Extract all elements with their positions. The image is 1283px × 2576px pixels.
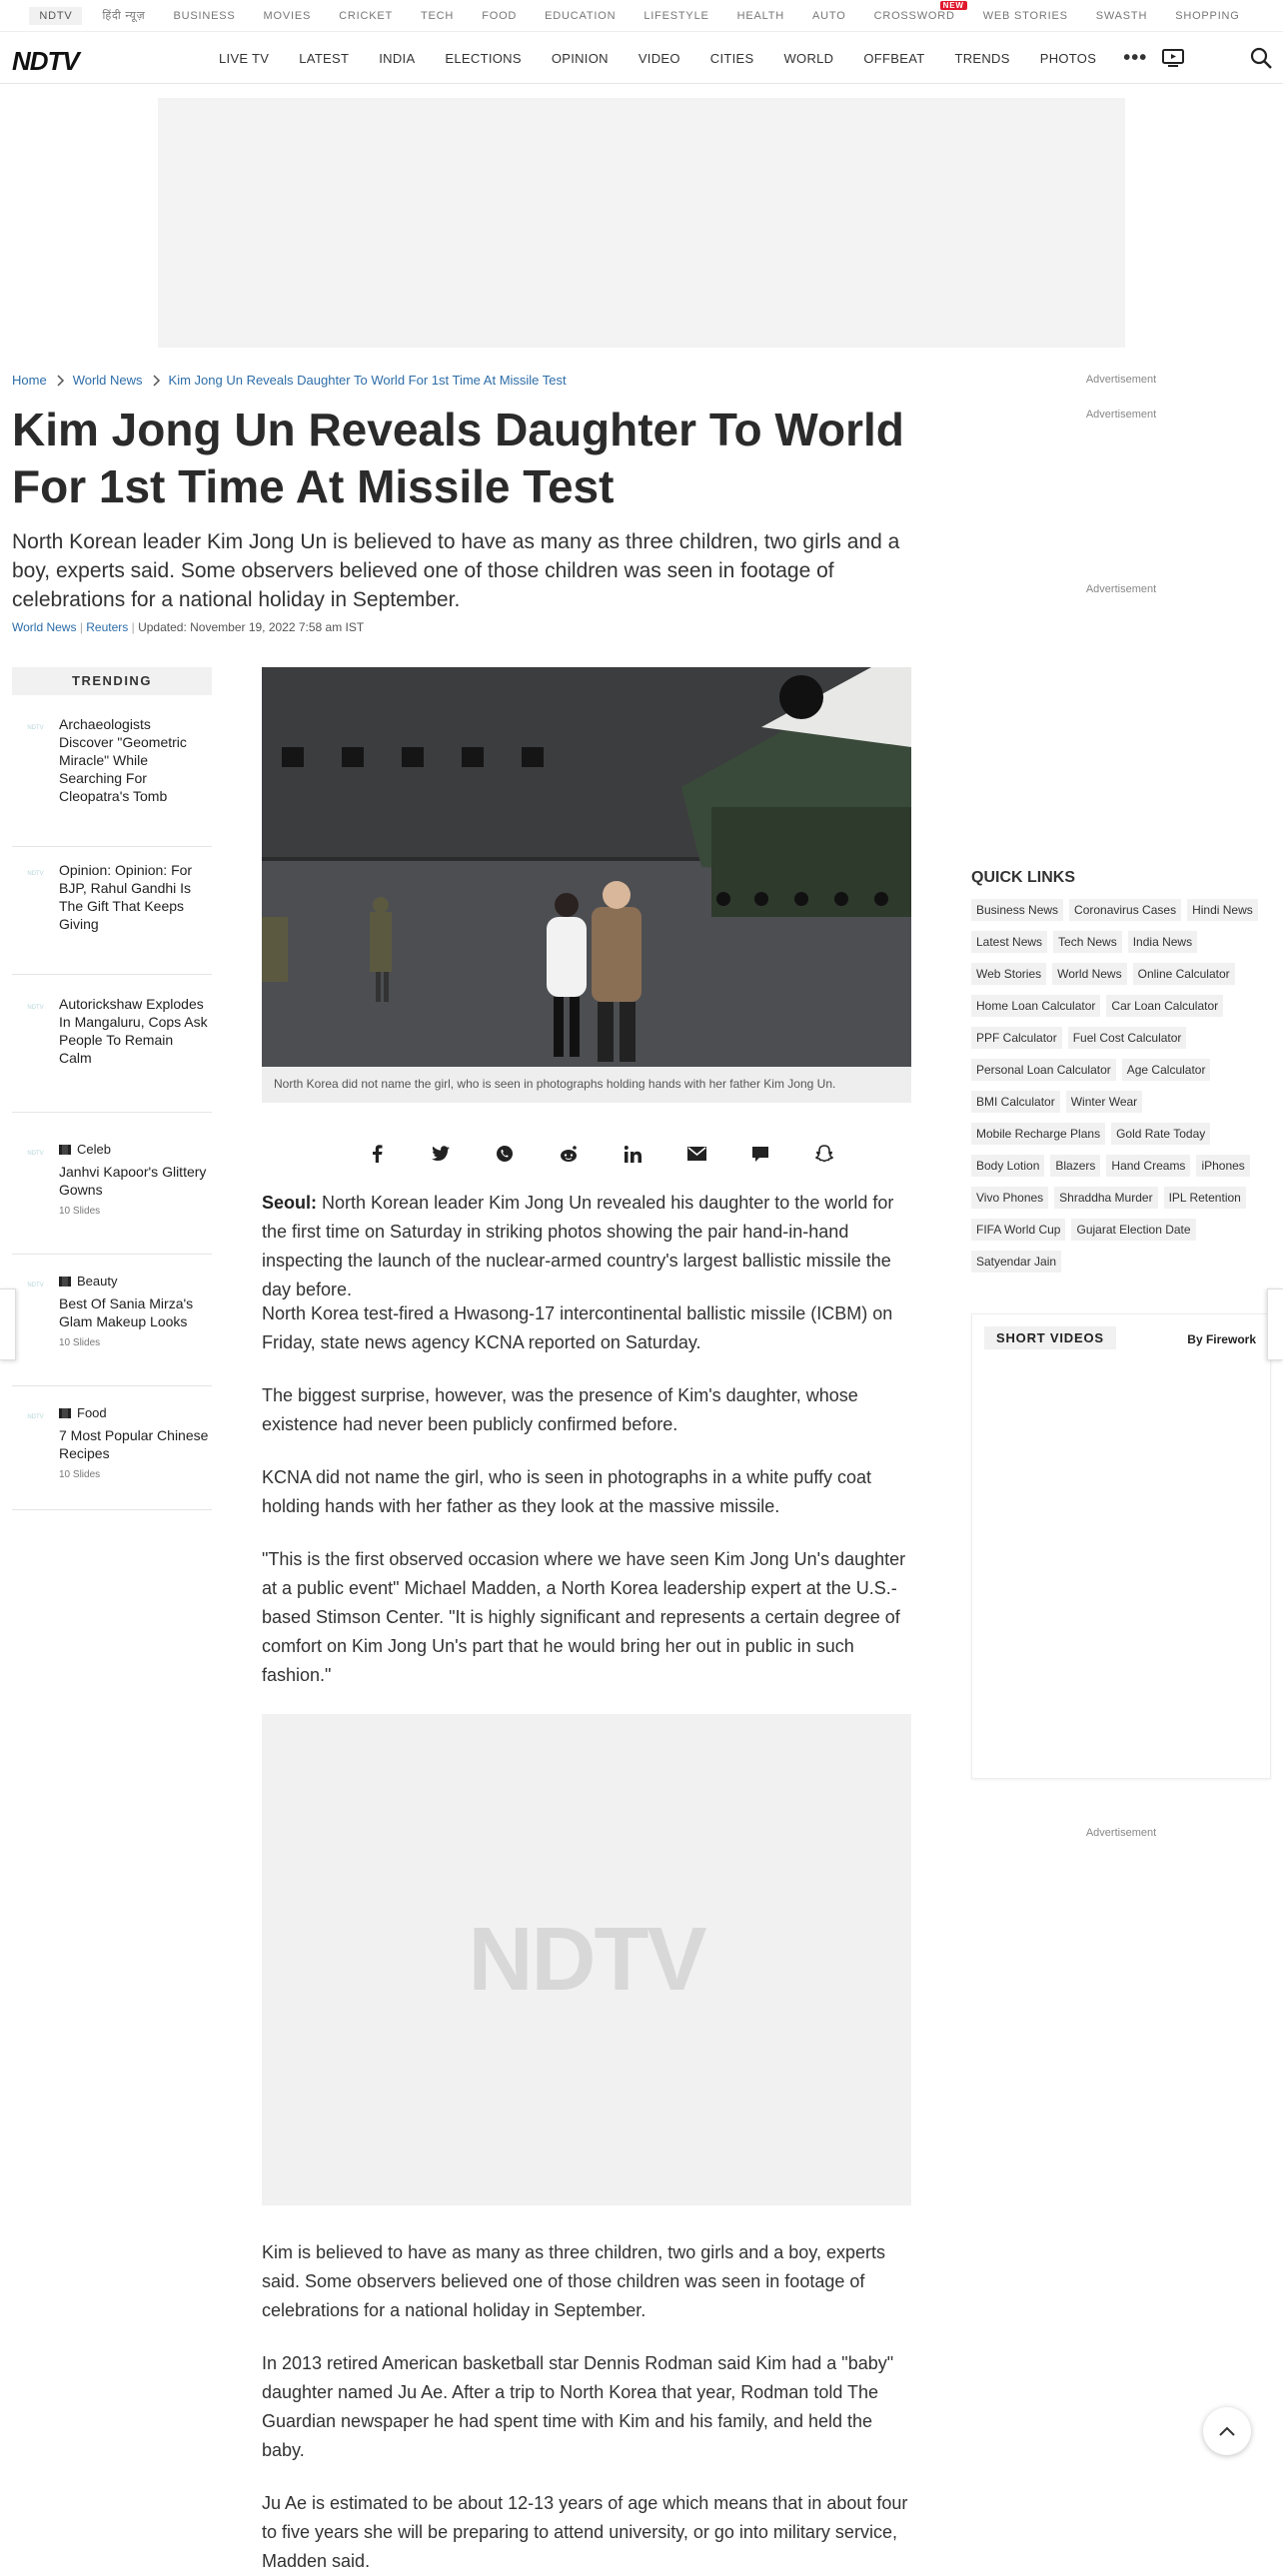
ad-label: Advertisement [1085, 409, 1157, 421]
chevron-right-icon [55, 375, 65, 387]
quick-link[interactable]: Age Calculator [1122, 1059, 1211, 1081]
twitter-icon[interactable] [409, 1140, 473, 1168]
nav-live-tv[interactable]: LIVE TV [219, 50, 270, 66]
nav-photos[interactable]: PHOTOS [1039, 50, 1097, 66]
breadcrumb-world-news[interactable]: World News [72, 373, 143, 388]
quick-links-list [971, 899, 1261, 1273]
topbar-crossword[interactable] [860, 0, 969, 22]
quick-link[interactable]: IPL Retention [1164, 1187, 1246, 1209]
search-icon[interactable] [1249, 46, 1273, 70]
article-title: Kim Jong Un Reveals Daughter To World For 1st Time At Missile Test [12, 404, 904, 512]
trending-thumb: NDTV [27, 871, 44, 877]
right-edge-tab[interactable] [1267, 1288, 1283, 1360]
left-edge-tab[interactable] [0, 1288, 16, 1360]
ad-label: Advertisement [1085, 374, 1157, 386]
breadcrumb-home[interactable]: Home [12, 373, 47, 388]
meta-updated: Updated: November 19, 2022 7:58 am IST [138, 620, 365, 634]
gallery-icon [59, 1145, 71, 1155]
nav-opinion[interactable]: OPINION [551, 50, 609, 66]
quick-link[interactable]: Winter Wear [1066, 1091, 1142, 1113]
ad-label: Advertisement [1085, 583, 1157, 595]
quick-link[interactable]: Hindi News [1187, 899, 1258, 921]
chevron-up-icon [1218, 2425, 1236, 2437]
quick-links-title: QUICK LINKS [971, 869, 1075, 886]
quick-link[interactable]: India News [1128, 931, 1197, 953]
nav-world[interactable]: WORLD [783, 50, 834, 66]
quick-link[interactable]: Hand Creams [1106, 1155, 1190, 1177]
paragraph-text: North Korean leader Kim Jong Un revealed his daughter to the world for the first time on Saturday in striking photos showing the pair hand-in-hand inspecting the launch of the nuclear-armed country's largest ballistic missile the day before. [262, 1193, 894, 1299]
article-paragraph: Kim is believed to have as many as three children, two girls and a boy, experts said. Some observers believed one of those children was seen in footage of celebrations for a national holiday in September. [262, 2242, 885, 2320]
trending-category [59, 1404, 209, 1422]
slides-count: 10 Slides [59, 1337, 101, 1348]
trending-item[interactable] [12, 995, 212, 1113]
nav-video[interactable]: VIDEO [638, 50, 680, 66]
topbar-web-stories[interactable]: WEB STORIES [982, 9, 1068, 22]
trending-title: Archaeologists Discover "Geometric Miracle" While Searching For Cleopatra's Tomb [59, 716, 187, 804]
trending-title: 7 Most Popular Chinese Recipes [59, 1427, 209, 1461]
quick-link[interactable]: Web Stories [971, 963, 1046, 985]
nav-elections[interactable]: ELECTIONS [445, 50, 522, 66]
topbar-cricket[interactable]: CRICKET [339, 9, 394, 22]
quick-link[interactable]: Mobile Recharge Plans [971, 1123, 1105, 1145]
meta-category[interactable]: World News [12, 620, 77, 634]
trending-title: Autorickshaw Explodes In Mangaluru, Cops Ask People To Remain Calm [59, 996, 208, 1066]
article-paragraph: North Korea test-fired a Hwasong-17 intercontinental ballistic missile (ICBM) on Friday, state news agency KCNA reported on Saturday. [262, 1303, 893, 1352]
hero-illustration [262, 667, 911, 1067]
quick-link[interactable]: Gujarat Election Date [1071, 1219, 1195, 1241]
comment-icon[interactable] [728, 1140, 792, 1168]
gallery-icon [59, 1277, 71, 1287]
category-label: Food [77, 1405, 107, 1420]
article-meta: World News | Reuters | Updated: November 19, 2022 7:58 am IST [12, 620, 365, 634]
quick-link[interactable]: Personal Loan Calculator [971, 1059, 1116, 1081]
quick-link[interactable]: BMI Calculator [971, 1091, 1060, 1113]
slides-count: 10 Slides [59, 1469, 101, 1480]
facebook-icon[interactable] [345, 1140, 409, 1168]
quick-link[interactable]: Home Loan Calculator [971, 995, 1100, 1017]
quick-link[interactable]: Business News [971, 899, 1063, 921]
quick-link[interactable]: Coronavirus Cases [1069, 899, 1181, 921]
more-menu-icon[interactable]: ••• [1123, 46, 1148, 69]
quick-link[interactable]: iPhones [1196, 1155, 1249, 1177]
linkedin-icon[interactable] [601, 1140, 664, 1168]
topbar-movies[interactable]: MOVIES [263, 9, 312, 22]
chevron-right-icon [151, 375, 161, 387]
email-icon[interactable] [664, 1140, 728, 1168]
trending-category [59, 1141, 209, 1159]
top-bar [0, 0, 1283, 32]
quick-link[interactable]: Gold Rate Today [1111, 1123, 1210, 1145]
whatsapp-icon[interactable] [473, 1140, 537, 1168]
quick-link[interactable]: PPF Calculator [971, 1027, 1062, 1049]
quick-link[interactable]: World News [1052, 963, 1126, 985]
quick-link[interactable]: Car Loan Calculator [1106, 995, 1223, 1017]
category-label: Beauty [77, 1274, 118, 1288]
quick-link[interactable]: Fuel Cost Calculator [1068, 1027, 1187, 1049]
ad-label: Advertisement [1085, 1827, 1157, 1839]
quick-link[interactable]: Latest News [971, 931, 1047, 953]
quick-link[interactable]: Online Calculator [1133, 963, 1235, 985]
quick-link[interactable]: Blazers [1050, 1155, 1100, 1177]
topbar-food[interactable]: FOOD [482, 9, 518, 22]
trending-item[interactable] [12, 715, 212, 847]
top-ad-slot [158, 98, 1125, 348]
topbar-education[interactable]: EDUCATION [545, 9, 617, 22]
short-videos-widget [971, 1313, 1271, 1779]
article-paragraph: Ju Ae is estimated to be about 12-13 years of age which means that in about four to five years she will be preparing to attend university, or go into military service, Madden said. [262, 2493, 908, 2571]
trending-category [59, 1273, 209, 1290]
nav-links [204, 32, 1159, 84]
trending-item[interactable] [12, 1273, 212, 1386]
slides-count: 10 Slides [59, 1206, 101, 1217]
topbar-business[interactable]: BUSINESS [173, 9, 236, 22]
quick-link[interactable]: Vivo Phones [971, 1187, 1048, 1209]
trending-item[interactable] [12, 1404, 212, 1510]
quick-link[interactable]: Satyendar Jain [971, 1251, 1061, 1273]
nav-offbeat[interactable]: OFFBEAT [863, 50, 925, 66]
ndtv-placeholder-logo: NDTV [468, 1909, 705, 2010]
article-summary: North Korean leader Kim Jong Un is believed to have as many as three children, two girls and a boy, experts said. Some observers believed one of those children was seen in footage of celebrations for a national holiday in September. [12, 530, 900, 611]
breadcrumb-current[interactable]: Kim Jong Un Reveals Daughter To World For 1st Time At Missile Test [168, 373, 567, 388]
article-paragraph: "This is the first observed occasion where we have seen Kim Jong Un's daughter at a public event" Michael Madden, a North Korea leadership expert at the U.S.-based Stimson Center. "It is highly significant and represents a certain degree of comfort on Kim Jong Un's part that he would bring her out in public in such fashion." [262, 1549, 906, 1685]
topbar-auto[interactable]: AUTO [812, 9, 846, 22]
topbar-ndtv[interactable]: NDTV [29, 7, 82, 25]
article-paragraph: KCNA did not name the girl, who is seen in photographs in a white puffy coat holding hands with her father as they look at the massive missile. [262, 1467, 872, 1516]
trending-thumb: NDTV [27, 725, 44, 731]
new-badge: NEW [940, 1, 967, 10]
share-bar [345, 1140, 856, 1168]
quick-link[interactable]: Body Lotion [971, 1155, 1044, 1177]
trending-item[interactable] [12, 1141, 212, 1255]
snapchat-icon[interactable] [792, 1140, 856, 1168]
reddit-icon[interactable] [537, 1140, 601, 1168]
live-tv-icon[interactable] [1161, 47, 1185, 69]
quick-link[interactable]: Tech News [1053, 931, 1122, 953]
trending-heading: TRENDING [12, 667, 212, 695]
gallery-icon [59, 1408, 71, 1418]
trending-item[interactable] [12, 861, 212, 975]
trending-thumb: NDTV [27, 1151, 44, 1157]
article-paragraph [262, 1189, 911, 1304]
trending-title: Best Of Sania Mirza's Glam Makeup Looks [59, 1295, 194, 1329]
meta-source[interactable]: Reuters [86, 620, 129, 634]
hero-image [262, 667, 911, 1067]
trending-thumb: NDTV [27, 1283, 44, 1288]
topbar-lifestyle[interactable]: LIFESTYLE [643, 9, 709, 22]
topbar-hindi[interactable]: हिंदी न्यूज़ [102, 10, 146, 22]
trending-title: Opinion: Opinion: For BJP, Rahul Gandhi Is The Gift That Keeps Giving [59, 862, 193, 932]
article-paragraph: In 2013 retired American basketball star Dennis Rodman said Kim had a "baby" daughter named Ju Ae. After a trip to North Korea that year, Rodman told The Guardian newspaper he had spent time with Kim and his family, and held the baby. [262, 2353, 894, 2460]
topbar-swasth[interactable]: SWASTH [1095, 9, 1148, 22]
dateline: Seoul: [262, 1193, 318, 1213]
article-paragraph: The biggest surprise, however, was the presence of Kim's daughter, whose existence had never been publicly confirmed before. [262, 1385, 858, 1434]
category-label: Celeb [77, 1142, 111, 1157]
topbar-shopping[interactable]: SHOPPING [1175, 9, 1240, 22]
breadcrumb [12, 373, 567, 388]
trending-title: Janhvi Kapoor's Glittery Gowns [59, 1164, 207, 1198]
nav-latest[interactable]: LATEST [299, 50, 350, 66]
nav-trends[interactable]: TRENDS [954, 50, 1010, 66]
crossword-label: CROSSWORD [873, 9, 955, 22]
scroll-to-top-button[interactable] [1203, 2407, 1251, 2455]
short-videos-provider[interactable]: By Firework [1187, 1332, 1256, 1346]
ndtv-logo[interactable]: NDTV [12, 46, 79, 76]
image-placeholder [262, 1714, 911, 2205]
topbar-tech[interactable]: TECH [421, 9, 455, 22]
image-caption: North Korea did not name the girl, who is seen in photographs holding hands with her father Kim Jong Un. [262, 1067, 911, 1103]
short-videos-title: SHORT VIDEOS [984, 1326, 1116, 1349]
trending-thumb: NDTV [27, 1005, 44, 1011]
quick-link[interactable]: Shraddha Murder [1054, 1187, 1157, 1209]
main-nav [0, 32, 1283, 84]
topbar-health[interactable]: HEALTH [736, 9, 785, 22]
trending-thumb: NDTV [27, 1414, 44, 1420]
nav-cities[interactable]: CITIES [709, 50, 754, 66]
quick-link[interactable]: FIFA World Cup [971, 1219, 1065, 1241]
nav-india[interactable]: INDIA [379, 50, 416, 66]
